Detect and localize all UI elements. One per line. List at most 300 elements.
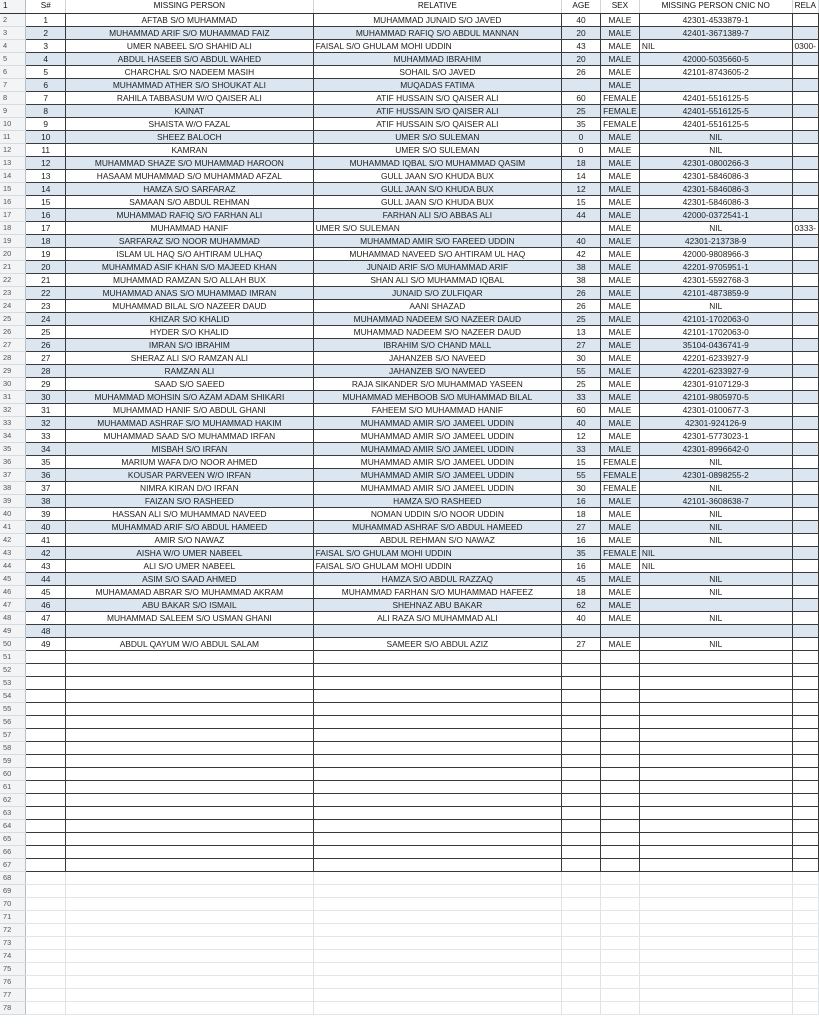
empty-cell[interactable]	[66, 728, 313, 741]
cell-age[interactable]: 13	[562, 325, 601, 338]
empty-cell[interactable]	[600, 650, 639, 663]
cell-relative[interactable]: GULL JAAN S/O KHUDA BUX	[313, 195, 561, 208]
blank-cell[interactable]	[639, 910, 792, 923]
cell-age[interactable]: 35	[562, 546, 601, 559]
cell-sex[interactable]: MALE	[600, 156, 639, 169]
blank-cell[interactable]	[792, 988, 818, 1001]
empty-cell[interactable]	[562, 650, 601, 663]
cell-relative[interactable]: MUHAMMAD AMIR S/O FAREED UDDIN	[313, 234, 561, 247]
cell-sn[interactable]: 29	[26, 377, 66, 390]
cell-sex[interactable]: MALE	[600, 169, 639, 182]
cell-sn[interactable]: 7	[26, 91, 66, 104]
row-number[interactable]: 42	[0, 533, 26, 546]
cell-relative[interactable]: FAHEEM S/O MUHAMMAD HANIF	[313, 403, 561, 416]
cell-cnic[interactable]: 42301-5592768-3	[639, 273, 792, 286]
blank-cell[interactable]	[562, 975, 601, 988]
empty-cell[interactable]	[26, 793, 66, 806]
cell-cnic[interactable]: NIL	[639, 507, 792, 520]
column-header-col-sex[interactable]: SEX	[600, 0, 639, 13]
cell-sex[interactable]: MALE	[600, 78, 639, 91]
blank-cell[interactable]	[562, 936, 601, 949]
blank-cell[interactable]	[639, 884, 792, 897]
cell-sn[interactable]: 47	[26, 611, 66, 624]
empty-cell[interactable]	[792, 689, 818, 702]
row-number[interactable]: 41	[0, 520, 26, 533]
cell-sn[interactable]: 27	[26, 351, 66, 364]
empty-cell[interactable]	[639, 806, 792, 819]
cell-person[interactable]: UMER NABEEL S/O SHAHID ALI	[66, 39, 313, 52]
column-header-col-relative[interactable]: RELATIVE	[313, 0, 561, 13]
empty-cell[interactable]	[313, 663, 561, 676]
cell-sex[interactable]: MALE	[600, 195, 639, 208]
cell-sex[interactable]: MALE	[600, 234, 639, 247]
empty-cell[interactable]	[562, 793, 601, 806]
empty-cell[interactable]	[313, 728, 561, 741]
blank-cell[interactable]	[26, 988, 66, 1001]
row-number[interactable]: 70	[0, 897, 26, 910]
empty-cell[interactable]	[66, 845, 313, 858]
cell-age[interactable]: 18	[562, 507, 601, 520]
blank-cell[interactable]	[562, 1001, 601, 1014]
cell-age[interactable]	[562, 221, 601, 234]
cell-relative[interactable]: JUNAID ARIF S/O MUHAMMAD ARIF	[313, 260, 561, 273]
empty-cell[interactable]	[562, 767, 601, 780]
cell-rel-contact[interactable]	[792, 104, 818, 117]
cell-sn[interactable]: 25	[26, 325, 66, 338]
cell-cnic[interactable]: 42301-5846086-3	[639, 169, 792, 182]
empty-cell[interactable]	[313, 741, 561, 754]
blank-cell[interactable]	[66, 884, 313, 897]
row-number[interactable]: 67	[0, 858, 26, 871]
cell-person[interactable]: MUHAMAMAD ABRAR S/O MUHAMMAD AKRAM	[66, 585, 313, 598]
cell-sex[interactable]: MALE	[600, 130, 639, 143]
cell-person[interactable]: SARFARAZ S/O NOOR MUHAMMAD	[66, 234, 313, 247]
cell-sex[interactable]: FEMALE	[600, 481, 639, 494]
cell-sn[interactable]: 17	[26, 221, 66, 234]
empty-cell[interactable]	[600, 767, 639, 780]
cell-person[interactable]: MUHAMMAD ASIF KHAN S/O MAJEED KHAN	[66, 260, 313, 273]
blank-cell[interactable]	[26, 884, 66, 897]
row-number[interactable]: 7	[0, 78, 26, 91]
cell-relative[interactable]: UMER S/O SULEMAN	[313, 143, 561, 156]
empty-cell[interactable]	[26, 767, 66, 780]
cell-relative[interactable]: MUHAMMAD IBRAHIM	[313, 52, 561, 65]
cell-sn[interactable]: 36	[26, 468, 66, 481]
empty-cell[interactable]	[26, 676, 66, 689]
cell-sn[interactable]: 1	[26, 13, 66, 26]
cell-age[interactable]: 0	[562, 130, 601, 143]
cell-sn[interactable]: 5	[26, 65, 66, 78]
cell-person[interactable]: SAAD S/O SAEED	[66, 377, 313, 390]
cell-age[interactable]: 15	[562, 195, 601, 208]
cell-sex[interactable]: MALE	[600, 65, 639, 78]
cell-relative[interactable]: MUHAMMAD NADEEM S/O NAZEER DAUD	[313, 325, 561, 338]
cell-sn[interactable]: 15	[26, 195, 66, 208]
row-number[interactable]: 53	[0, 676, 26, 689]
cell-relative[interactable]: ATIF HUSSAIN S/O QAISER ALI	[313, 104, 561, 117]
cell-cnic[interactable]: 42301-4533879-1	[639, 13, 792, 26]
empty-cell[interactable]	[792, 728, 818, 741]
empty-cell[interactable]	[313, 793, 561, 806]
empty-cell[interactable]	[792, 780, 818, 793]
cell-sn[interactable]: 8	[26, 104, 66, 117]
blank-cell[interactable]	[600, 910, 639, 923]
row-number[interactable]: 44	[0, 559, 26, 572]
blank-cell[interactable]	[66, 949, 313, 962]
cell-rel-contact[interactable]	[792, 156, 818, 169]
cell-relative[interactable]: SHAN ALI S/O MUHAMMAD IQBAL	[313, 273, 561, 286]
blank-cell[interactable]	[313, 949, 561, 962]
cell-age[interactable]: 12	[562, 429, 601, 442]
cell-sex[interactable]: MALE	[600, 273, 639, 286]
cell-sex[interactable]: MALE	[600, 312, 639, 325]
cell-cnic[interactable]: 42301-9107129-3	[639, 377, 792, 390]
empty-cell[interactable]	[600, 728, 639, 741]
row-number[interactable]: 6	[0, 65, 26, 78]
cell-sex[interactable]: MALE	[600, 247, 639, 260]
cell-age[interactable]: 42	[562, 247, 601, 260]
cell-sex[interactable]: MALE	[600, 533, 639, 546]
cell-relative[interactable]: MUHAMMAD RAFIQ S/O ABDUL MANNAN	[313, 26, 561, 39]
cell-cnic[interactable]: 42301-213738-9	[639, 234, 792, 247]
cell-cnic[interactable]: 42401-3671389-7	[639, 26, 792, 39]
blank-cell[interactable]	[639, 936, 792, 949]
row-number[interactable]: 35	[0, 442, 26, 455]
blank-cell[interactable]	[313, 897, 561, 910]
empty-cell[interactable]	[639, 780, 792, 793]
cell-rel-contact[interactable]	[792, 598, 818, 611]
cell-age[interactable]: 16	[562, 559, 601, 572]
cell-age[interactable]: 16	[562, 494, 601, 507]
cell-person[interactable]: CHARCHAL S/O NADEEM MASIH	[66, 65, 313, 78]
empty-cell[interactable]	[562, 728, 601, 741]
row-number[interactable]: 69	[0, 884, 26, 897]
cell-rel-contact[interactable]	[792, 416, 818, 429]
cell-relative[interactable]: SOHAIL S/O JAVED	[313, 65, 561, 78]
row-number[interactable]: 19	[0, 234, 26, 247]
row-number[interactable]: 27	[0, 338, 26, 351]
blank-cell[interactable]	[66, 988, 313, 1001]
row-number[interactable]: 63	[0, 806, 26, 819]
empty-cell[interactable]	[313, 845, 561, 858]
cell-person[interactable]: KAMRAN	[66, 143, 313, 156]
empty-cell[interactable]	[66, 767, 313, 780]
blank-cell[interactable]	[313, 962, 561, 975]
cell-rel-contact[interactable]	[792, 78, 818, 91]
empty-cell[interactable]	[792, 832, 818, 845]
cell-person[interactable]: MUHAMMAD ARIF S/O ABDUL HAMEED	[66, 520, 313, 533]
cell-person[interactable]: MUHAMMAD ATHER S/O SHOUKAT ALI	[66, 78, 313, 91]
row-number[interactable]: 62	[0, 793, 26, 806]
cell-person[interactable]: MUHAMMAD SALEEM S/O USMAN GHANI	[66, 611, 313, 624]
empty-cell[interactable]	[792, 741, 818, 754]
cell-sex[interactable]: MALE	[600, 26, 639, 39]
cell-cnic[interactable]: NIL	[639, 637, 792, 650]
cell-sn[interactable]: 12	[26, 156, 66, 169]
cell-cnic[interactable]: 42000-0372541-1	[639, 208, 792, 221]
cell-rel-contact[interactable]	[792, 364, 818, 377]
row-number[interactable]: 24	[0, 299, 26, 312]
cell-sex[interactable]: MALE	[600, 39, 639, 52]
cell-person[interactable]: HYDER S/O KHALID	[66, 325, 313, 338]
empty-cell[interactable]	[313, 754, 561, 767]
empty-cell[interactable]	[639, 650, 792, 663]
empty-cell[interactable]	[562, 780, 601, 793]
empty-cell[interactable]	[600, 832, 639, 845]
cell-person[interactable]: IMRAN S/O IBRAHIM	[66, 338, 313, 351]
cell-sn[interactable]: 2	[26, 26, 66, 39]
cell-rel-contact[interactable]	[792, 403, 818, 416]
cell-relative[interactable]: ATIF HUSSAIN S/O QAISER ALI	[313, 91, 561, 104]
blank-cell[interactable]	[313, 910, 561, 923]
empty-cell[interactable]	[639, 819, 792, 832]
blank-cell[interactable]	[600, 1001, 639, 1014]
empty-cell[interactable]	[66, 806, 313, 819]
empty-cell[interactable]	[600, 754, 639, 767]
cell-person[interactable]	[66, 624, 313, 637]
cell-cnic[interactable]: 42301-0898255-2	[639, 468, 792, 481]
column-header-col-cnic[interactable]: MISSING PERSON CNIC NO	[639, 0, 792, 13]
row-number[interactable]: 45	[0, 572, 26, 585]
cell-cnic[interactable]: 42201-9705951-1	[639, 260, 792, 273]
cell-relative[interactable]: MUHAMMAD AMIR S/O JAMEEL UDDIN	[313, 429, 561, 442]
blank-cell[interactable]	[600, 988, 639, 1001]
cell-relative[interactable]: FAISAL S/O GHULAM MOHI UDDIN	[313, 546, 561, 559]
empty-cell[interactable]	[792, 715, 818, 728]
blank-cell[interactable]	[562, 949, 601, 962]
cell-sn[interactable]: 46	[26, 598, 66, 611]
row-number[interactable]: 10	[0, 117, 26, 130]
blank-cell[interactable]	[66, 1001, 313, 1014]
cell-person[interactable]: MUHAMMAD ARIF S/O MUHAMMAD FAIZ	[66, 26, 313, 39]
cell-sn[interactable]: 33	[26, 429, 66, 442]
row-number[interactable]: 33	[0, 416, 26, 429]
cell-cnic[interactable]: 42101-8743605-2	[639, 65, 792, 78]
row-number[interactable]: 50	[0, 637, 26, 650]
row-number[interactable]: 77	[0, 988, 26, 1001]
cell-sn[interactable]: 45	[26, 585, 66, 598]
cell-person[interactable]: KAINAT	[66, 104, 313, 117]
cell-sex[interactable]: MALE	[600, 520, 639, 533]
cell-rel-contact[interactable]	[792, 299, 818, 312]
empty-cell[interactable]	[313, 650, 561, 663]
cell-cnic[interactable]	[639, 624, 792, 637]
cell-sex[interactable]	[600, 624, 639, 637]
empty-cell[interactable]	[313, 767, 561, 780]
cell-age[interactable]: 40	[562, 234, 601, 247]
cell-relative[interactable]: MUHAMMAD JUNAID S/O JAVED	[313, 13, 561, 26]
row-number[interactable]: 72	[0, 923, 26, 936]
cell-age[interactable]: 27	[562, 338, 601, 351]
cell-relative[interactable]: JAHANZEB S/O NAVEED	[313, 351, 561, 364]
blank-cell[interactable]	[792, 949, 818, 962]
empty-cell[interactable]	[66, 741, 313, 754]
row-number[interactable]: 73	[0, 936, 26, 949]
cell-sex[interactable]: MALE	[600, 429, 639, 442]
row-number[interactable]: 17	[0, 208, 26, 221]
cell-rel-contact[interactable]	[792, 572, 818, 585]
cell-age[interactable]: 12	[562, 182, 601, 195]
cell-sex[interactable]: MALE	[600, 364, 639, 377]
cell-cnic[interactable]: 42101-9805970-5	[639, 390, 792, 403]
column-header-col-age[interactable]: AGE	[562, 0, 601, 13]
cell-person[interactable]: MUHAMMAD HANIF S/O ABDUL GHANI	[66, 403, 313, 416]
cell-person[interactable]: KHIZAR S/O KHALID	[66, 312, 313, 325]
cell-rel-contact[interactable]	[792, 546, 818, 559]
cell-age[interactable]: 60	[562, 91, 601, 104]
cell-cnic[interactable]: 42101-1702063-0	[639, 312, 792, 325]
cell-rel-contact[interactable]	[792, 429, 818, 442]
cell-relative[interactable]: SAMEER S/O ABDUL AZIZ	[313, 637, 561, 650]
cell-cnic[interactable]: NIL	[639, 143, 792, 156]
cell-relative[interactable]: JAHANZEB S/O NAVEED	[313, 364, 561, 377]
row-number[interactable]: 75	[0, 962, 26, 975]
empty-cell[interactable]	[600, 780, 639, 793]
cell-sex[interactable]: MALE	[600, 598, 639, 611]
blank-cell[interactable]	[66, 923, 313, 936]
cell-relative[interactable]: MUHAMMAD AMIR S/O JAMEEL UDDIN	[313, 416, 561, 429]
row-number[interactable]: 34	[0, 429, 26, 442]
row-number[interactable]: 47	[0, 598, 26, 611]
empty-cell[interactable]	[26, 806, 66, 819]
cell-sex[interactable]: MALE	[600, 52, 639, 65]
row-number[interactable]: 71	[0, 910, 26, 923]
cell-sex[interactable]: MALE	[600, 390, 639, 403]
cell-sn[interactable]: 3	[26, 39, 66, 52]
cell-sn[interactable]: 40	[26, 520, 66, 533]
empty-cell[interactable]	[600, 663, 639, 676]
row-number[interactable]: 2	[0, 13, 26, 26]
blank-cell[interactable]	[562, 988, 601, 1001]
cell-age[interactable]: 25	[562, 312, 601, 325]
cell-sex[interactable]: MALE	[600, 442, 639, 455]
empty-cell[interactable]	[562, 754, 601, 767]
blank-cell[interactable]	[639, 1001, 792, 1014]
empty-cell[interactable]	[792, 793, 818, 806]
cell-cnic[interactable]: NIL	[639, 585, 792, 598]
cell-age[interactable]: 40	[562, 611, 601, 624]
empty-cell[interactable]	[792, 663, 818, 676]
row-number[interactable]: 12	[0, 143, 26, 156]
cell-cnic[interactable]: NIL	[639, 520, 792, 533]
empty-cell[interactable]	[26, 650, 66, 663]
cell-person[interactable]: MUHAMMAD ANAS S/O MUHAMMAD IMRAN	[66, 286, 313, 299]
empty-cell[interactable]	[562, 676, 601, 689]
cell-age[interactable]: 60	[562, 403, 601, 416]
blank-cell[interactable]	[313, 1001, 561, 1014]
blank-cell[interactable]	[26, 910, 66, 923]
cell-rel-contact[interactable]	[792, 520, 818, 533]
cell-sn[interactable]: 21	[26, 273, 66, 286]
cell-rel-contact[interactable]	[792, 325, 818, 338]
cell-sn[interactable]: 28	[26, 364, 66, 377]
cell-cnic[interactable]: NIL	[639, 455, 792, 468]
cell-age[interactable]: 62	[562, 598, 601, 611]
blank-cell[interactable]	[639, 962, 792, 975]
empty-cell[interactable]	[66, 663, 313, 676]
cell-relative[interactable]: UMER S/O SULEMAN	[313, 130, 561, 143]
cell-relative[interactable]: MUHAMMAD AMIR S/O JAMEEL UDDIN	[313, 455, 561, 468]
cell-sn[interactable]: 16	[26, 208, 66, 221]
cell-sn[interactable]: 37	[26, 481, 66, 494]
empty-cell[interactable]	[66, 676, 313, 689]
blank-cell[interactable]	[562, 910, 601, 923]
cell-cnic[interactable]: NIL	[639, 546, 792, 559]
cell-sex[interactable]: MALE	[600, 494, 639, 507]
cell-age[interactable]: 27	[562, 637, 601, 650]
row-number[interactable]: 66	[0, 845, 26, 858]
blank-cell[interactable]	[66, 936, 313, 949]
blank-cell[interactable]	[792, 923, 818, 936]
blank-cell[interactable]	[600, 871, 639, 884]
empty-cell[interactable]	[562, 702, 601, 715]
cell-age[interactable]: 33	[562, 390, 601, 403]
row-number[interactable]: 46	[0, 585, 26, 598]
blank-cell[interactable]	[792, 910, 818, 923]
empty-cell[interactable]	[639, 754, 792, 767]
cell-person[interactable]: RAHILA TABBASUM W/O QAISER ALI	[66, 91, 313, 104]
cell-rel-contact[interactable]: 0300-	[792, 39, 818, 52]
cell-sn[interactable]: 38	[26, 494, 66, 507]
cell-cnic[interactable]: 42301-8996642-0	[639, 442, 792, 455]
cell-sex[interactable]: FEMALE	[600, 91, 639, 104]
cell-age[interactable]: 38	[562, 273, 601, 286]
blank-cell[interactable]	[639, 975, 792, 988]
blank-cell[interactable]	[26, 1001, 66, 1014]
cell-relative[interactable]: ALI RAZA S/O MUHAMMAD ALI	[313, 611, 561, 624]
cell-sn[interactable]: 30	[26, 390, 66, 403]
empty-cell[interactable]	[26, 832, 66, 845]
row-number[interactable]: 8	[0, 91, 26, 104]
cell-rel-contact[interactable]	[792, 585, 818, 598]
empty-cell[interactable]	[313, 676, 561, 689]
cell-age[interactable]: 44	[562, 208, 601, 221]
cell-sn[interactable]: 4	[26, 52, 66, 65]
cell-rel-contact[interactable]	[792, 507, 818, 520]
row-number[interactable]: 55	[0, 702, 26, 715]
cell-sex[interactable]: FEMALE	[600, 455, 639, 468]
blank-cell[interactable]	[313, 988, 561, 1001]
cell-rel-contact[interactable]	[792, 533, 818, 546]
cell-rel-contact[interactable]	[792, 65, 818, 78]
cell-person[interactable]: ASIM S/O SAAD AHMED	[66, 572, 313, 585]
row-number[interactable]: 39	[0, 494, 26, 507]
blank-cell[interactable]	[600, 923, 639, 936]
cell-person[interactable]: ABDUL HASEEB S/O ABDUL WAHED	[66, 52, 313, 65]
empty-cell[interactable]	[600, 689, 639, 702]
cell-rel-contact[interactable]	[792, 117, 818, 130]
empty-cell[interactable]	[26, 858, 66, 871]
cell-person[interactable]: MUHAMMAD MOHSIN S/O AZAM ADAM SHIKARI	[66, 390, 313, 403]
empty-cell[interactable]	[600, 741, 639, 754]
cell-sn[interactable]: 20	[26, 260, 66, 273]
row-number[interactable]: 3	[0, 26, 26, 39]
cell-sn[interactable]: 31	[26, 403, 66, 416]
row-number[interactable]: 13	[0, 156, 26, 169]
cell-sex[interactable]: FEMALE	[600, 104, 639, 117]
row-number[interactable]: 59	[0, 754, 26, 767]
cell-cnic[interactable]: NIL	[639, 572, 792, 585]
cell-cnic[interactable]: 42201-6233927-9	[639, 364, 792, 377]
cell-relative[interactable]: MUHAMMAD FARHAN S/O MUHAMMAD HAFEEZ	[313, 585, 561, 598]
empty-cell[interactable]	[26, 780, 66, 793]
cell-person[interactable]: MUHAMMAD BILAL S/O NAZEER DAUD	[66, 299, 313, 312]
row-number[interactable]: 36	[0, 455, 26, 468]
cell-age[interactable]	[562, 624, 601, 637]
cell-sex[interactable]: MALE	[600, 325, 639, 338]
empty-cell[interactable]	[313, 715, 561, 728]
row-number[interactable]: 37	[0, 468, 26, 481]
